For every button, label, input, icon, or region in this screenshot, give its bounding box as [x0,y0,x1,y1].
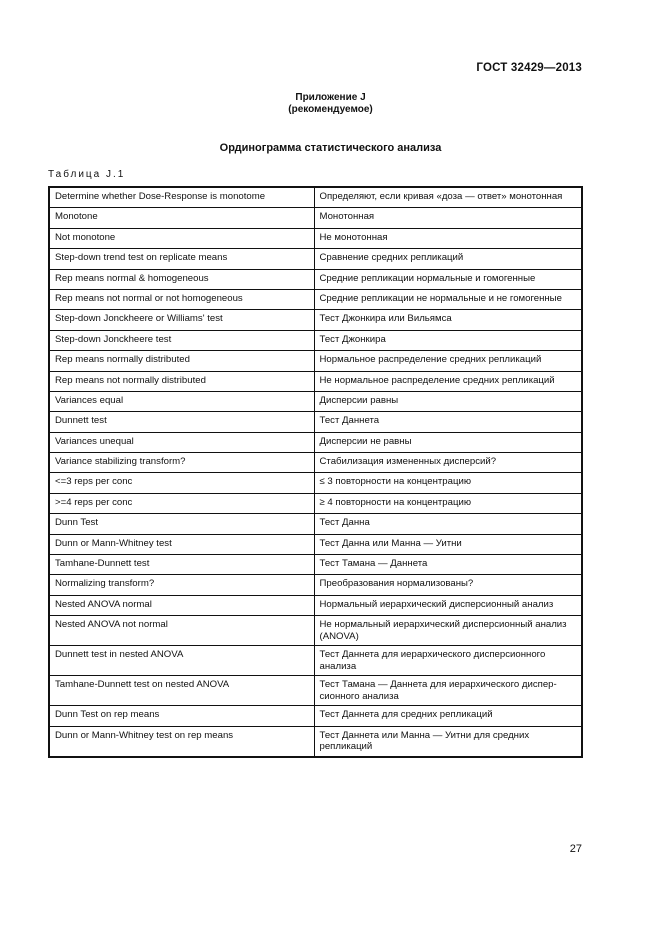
table-row [49,371,582,391]
table-row [49,249,582,269]
english-term-cell: Normalizing transform? [49,575,314,595]
english-term-cell: Determine whether Dose-Response is monotome [49,187,314,208]
table-row [49,646,582,676]
annex-title: Приложение J [295,92,366,103]
english-term-cell: Rep means normally distributed [49,351,314,371]
russian-term-cell: Тест Даннета для средних репликаций [314,706,582,726]
english-term-cell: Dunnett test [49,412,314,432]
russian-term-cell: Тест Данна [314,514,582,534]
russian-term-cell: Не нормальное распределение средних репликаций [314,371,582,391]
russian-term-cell: Тест Данна или Манна — Уитни [314,534,582,554]
translation-table-wrapper [48,186,581,758]
table-row [49,595,582,615]
russian-term-cell: Средние репликации нормальные и гомогенные [314,269,582,289]
russian-term-cell: Средние репликации не нормальные и не гомогенные [314,289,582,309]
russian-term-cell: Сравнение средних репликаций [314,249,582,269]
table-row [49,555,582,575]
english-term-cell: Tamhane-Dunnett test on nested ANOVA [49,676,314,706]
table-row [49,187,582,208]
english-term-cell: Step-down trend test on replicate means [49,249,314,269]
english-term-cell: Dunn or Mann-Whitney test on rep means [49,726,314,757]
standard-code: ГОСТ 32429—2013 [476,62,582,74]
translation-table [48,186,583,758]
table-row [49,432,582,452]
russian-term-cell: Тест Джонкира [314,330,582,350]
russian-term-cell: Преобразования нормализованы? [314,575,582,595]
russian-term-cell: Тест Джонкира или Вильямса [314,310,582,330]
russian-term-cell: Не нормальный иерархический дисперсионный анализ (ANOVA) [314,616,582,646]
russian-term-cell: Дисперсии не равны [314,432,582,452]
russian-term-cell: Тест Тамана — Даннета для иерархического диспер-сионного анализа [314,676,582,706]
translation-table-body [49,187,582,757]
russian-term-cell: Определяют, если кривая «доза — ответ» монотонная [314,187,582,208]
english-term-cell: Variances unequal [49,432,314,452]
table-row [49,310,582,330]
table-row [49,473,582,493]
english-term-cell: Tamhane-Dunnett test [49,555,314,575]
table-row [49,453,582,473]
russian-term-cell: Нормальное распределение средних репликаций [314,351,582,371]
english-term-cell: Not monotone [49,228,314,248]
table-row [49,706,582,726]
russian-term-cell: Дисперсии равны [314,391,582,411]
english-term-cell: Step-down Jonckheere test [49,330,314,350]
russian-term-cell: Монотонная [314,208,582,228]
english-term-cell: Rep means normal & homogeneous [49,269,314,289]
page-number: 27 [569,843,582,855]
table-row [49,726,582,757]
table-row [49,676,582,706]
russian-term-cell: Тест Даннета для иерархического дисперсионного анализа [314,646,582,676]
english-term-cell: Dunn Test [49,514,314,534]
russian-term-cell: Тест Даннета или Манна — Уитни для средних репликаций [314,726,582,757]
russian-term-cell: ≥ 4 повторности на концентрацию [314,493,582,513]
english-term-cell: Rep means not normal or not homogeneous [49,289,314,309]
table-row [49,391,582,411]
annex-status: (рекомендуемое) [288,104,373,115]
russian-term-cell: Стабилизация измененных дисперсий? [314,453,582,473]
russian-term-cell: Не монотонная [314,228,582,248]
english-term-cell: Monotone [49,208,314,228]
table-row [49,289,582,309]
section-title: Ординограмма статистического анализа [219,142,442,154]
table-row [49,228,582,248]
table-row [49,534,582,554]
russian-term-cell: Нормальный иерархический дисперсионный анализ [314,595,582,615]
english-term-cell: Variance stabilizing transform? [49,453,314,473]
table-row [49,351,582,371]
english-term-cell: Nested ANOVA not normal [49,616,314,646]
table-row [49,514,582,534]
table-row [49,493,582,513]
table-row [49,575,582,595]
russian-term-cell: Тест Даннета [314,412,582,432]
table-row [49,330,582,350]
table-row [49,269,582,289]
annex-heading [0,92,661,116]
table-row [49,412,582,432]
russian-term-cell: ≤ 3 повторности на концентрацию [314,473,582,493]
russian-term-cell: Тест Тамана — Даннета [314,555,582,575]
english-term-cell: Nested ANOVA normal [49,595,314,615]
english-term-cell: Variances equal [49,391,314,411]
english-term-cell: Dunn Test on rep means [49,706,314,726]
english-term-cell: <=3 reps per conc [49,473,314,493]
english-term-cell: Dunn or Mann-Whitney test [49,534,314,554]
english-term-cell: Step-down Jonckheere or Williams' test [49,310,314,330]
table-caption: Таблица J.1 [48,169,126,180]
table-row [49,616,582,646]
english-term-cell: Rep means not normally distributed [49,371,314,391]
english-term-cell: >=4 reps per conc [49,493,314,513]
table-row [49,208,582,228]
english-term-cell: Dunnett test in nested ANOVA [49,646,314,676]
